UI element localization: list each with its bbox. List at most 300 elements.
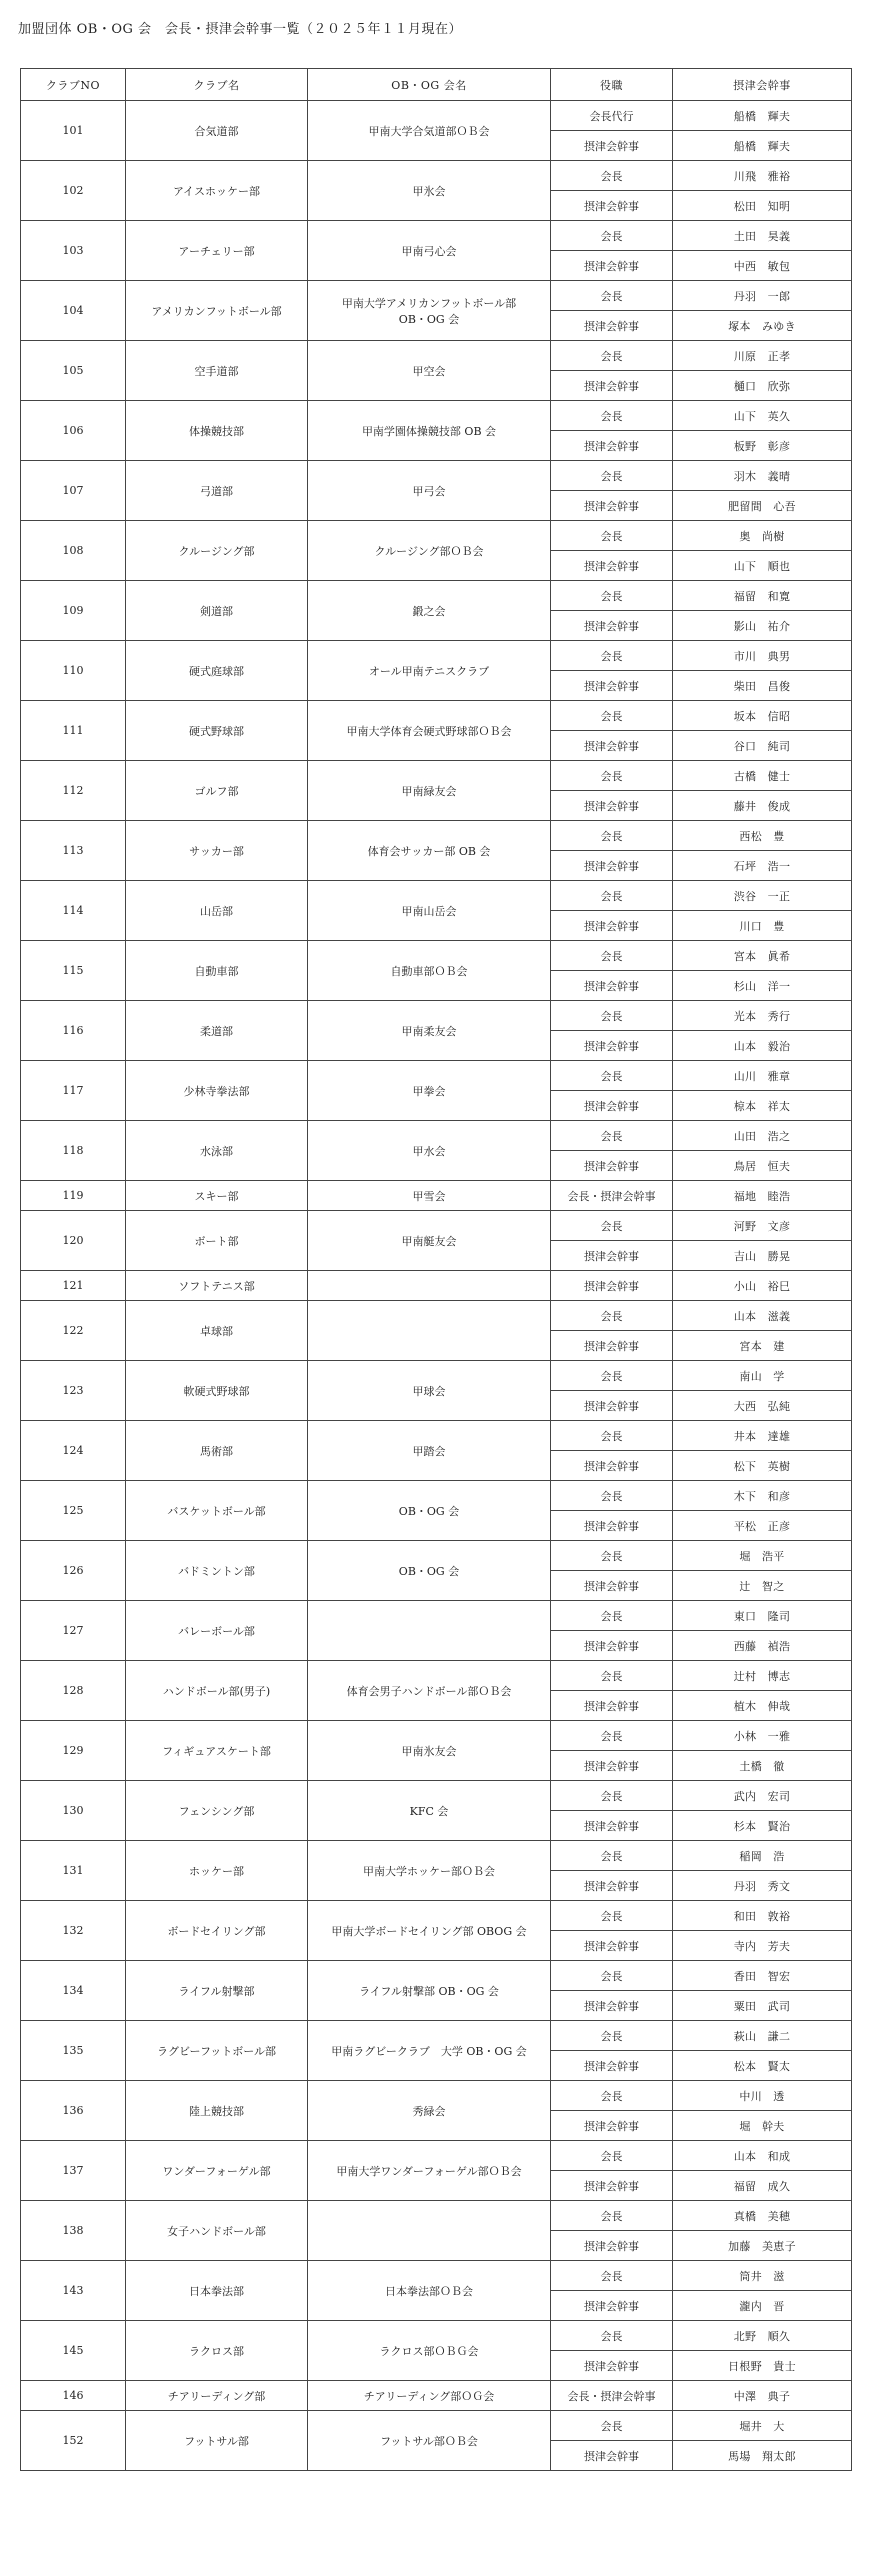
header-association-name: OB・OG 会名 [308,69,551,101]
secretary-name-cell: 松田 知明 [673,191,852,221]
club-no-cell: 111 [21,701,126,761]
position-cell: 摂津会幹事 [551,1631,673,1661]
position-cell: 摂津会幹事 [551,1451,673,1481]
club-name-cell: 日本拳法部 [126,2261,308,2321]
association-name-cell: 甲氷会 [308,161,551,221]
club-no-cell: 112 [21,761,126,821]
club-no-cell: 132 [21,1901,126,1961]
association-name-cell: フットサル部ＯＢ会 [308,2411,551,2471]
association-name-cell: 日本拳法部ＯＢ会 [308,2261,551,2321]
club-name-cell: チアリーディング部 [126,2381,308,2411]
association-name-cell: 自動車部ＯＢ会 [308,941,551,1001]
secretary-name-cell: 大西 弘純 [673,1391,852,1421]
club-name-cell: 少林寺拳法部 [126,1061,308,1121]
secretary-name-cell: 山川 雅章 [673,1061,852,1091]
club-no-cell: 120 [21,1211,126,1271]
position-cell: 会長・摂津会幹事 [551,2381,673,2411]
position-cell: 会長 [551,401,673,431]
position-cell: 会長 [551,2141,673,2171]
table-row [21,761,852,791]
association-name-cell: 甲拳会 [308,1061,551,1121]
secretary-name-cell: 山本 毅治 [673,1031,852,1061]
position-cell: 摂津会幹事 [551,2051,673,2081]
club-no-cell: 119 [21,1181,126,1211]
table-row [21,2321,852,2351]
position-cell: 摂津会幹事 [551,731,673,761]
position-cell: 摂津会幹事 [551,2351,673,2381]
association-name-cell: チアリーディング部ＯＧ会 [308,2381,551,2411]
secretary-name-cell: 羽木 義晴 [673,461,852,491]
table-row [21,461,852,491]
association-name-cell: 甲雪会 [308,1181,551,1211]
position-cell: 会長 [551,1001,673,1031]
club-no-cell: 143 [21,2261,126,2321]
club-no-cell: 113 [21,821,126,881]
club-name-cell: ボードセイリング部 [126,1901,308,1961]
position-cell: 会長 [551,881,673,911]
association-name-cell: 甲水会 [308,1121,551,1181]
club-name-cell: ラグビーフットボール部 [126,2021,308,2081]
association-name-cell: 甲南大学ボードセイリング部 OBOG 会 [308,1901,551,1961]
position-cell: 会長 [551,2321,673,2351]
position-cell: 摂津会幹事 [551,791,673,821]
club-name-cell: バスケットボール部 [126,1481,308,1541]
association-name-cell: ラクロス部ＯＢＧ会 [308,2321,551,2381]
table-row [21,1781,852,1811]
position-cell: 会長 [551,1601,673,1631]
position-cell: 摂津会幹事 [551,1271,673,1301]
table-row [21,881,852,911]
position-cell: 会長代行 [551,101,673,131]
secretary-name-cell: 香田 智宏 [673,1961,852,1991]
association-name-cell: 甲南大学体育会硬式野球部ＯＢ会 [308,701,551,761]
association-name-cell: 甲南弓心会 [308,221,551,281]
position-cell: 摂津会幹事 [551,191,673,221]
table-row [21,581,852,611]
header-position: 役職 [551,69,673,101]
position-cell: 摂津会幹事 [551,1331,673,1361]
position-cell: 会長 [551,1421,673,1451]
table-row [21,1211,852,1241]
table-row [21,2201,852,2231]
club-no-cell: 145 [21,2321,126,2381]
club-name-cell: フットサル部 [126,2411,308,2471]
club-no-cell: 106 [21,401,126,461]
table-row [21,1841,852,1871]
secretary-name-cell: 坂本 信昭 [673,701,852,731]
position-cell: 摂津会幹事 [551,1031,673,1061]
secretary-name-cell: 丹羽 秀文 [673,1871,852,1901]
table-row [21,641,852,671]
position-cell: 会長・摂津会幹事 [551,1181,673,1211]
club-name-cell: アイスホッケー部 [126,161,308,221]
club-no-cell: 115 [21,941,126,1001]
position-cell: 会長 [551,1961,673,1991]
table-row [21,401,852,431]
secretary-name-cell: 中川 透 [673,2081,852,2111]
secretary-name-cell: 堀井 大 [673,2411,852,2441]
club-no-cell: 135 [21,2021,126,2081]
secretary-name-cell: 西松 豊 [673,821,852,851]
club-name-cell: フェンシング部 [126,1781,308,1841]
position-cell: 会長 [551,2261,673,2291]
secretary-name-cell: 平松 正彦 [673,1511,852,1541]
association-name-cell: 体育会サッカー部 OB 会 [308,821,551,881]
secretary-name-cell: 川原 正孝 [673,341,852,371]
club-name-cell: 弓道部 [126,461,308,521]
club-no-cell: 127 [21,1601,126,1661]
secretary-name-cell: 南山 学 [673,1361,852,1391]
position-cell: 会長 [551,341,673,371]
header-setsu-secretary: 摂津会幹事 [673,69,852,101]
position-cell: 会長 [551,1541,673,1571]
association-name-cell: 甲南大学ホッケー部ＯＢ会 [308,1841,551,1901]
association-name-cell: 甲球会 [308,1361,551,1421]
club-name-cell: ゴルフ部 [126,761,308,821]
table-row [21,2381,852,2411]
secretary-name-cell: 西藤 禎浩 [673,1631,852,1661]
club-name-cell: 合気道部 [126,101,308,161]
secretary-name-cell: 市川 典男 [673,641,852,671]
table-row [21,1061,852,1091]
position-cell: 摂津会幹事 [551,2231,673,2261]
club-name-cell: 馬術部 [126,1421,308,1481]
association-name-cell: クルージング部ＯＢ会 [308,521,551,581]
association-name-cell: 秀緑会 [308,2081,551,2141]
club-no-cell: 104 [21,281,126,341]
secretary-name-cell: 加藤 美恵子 [673,2231,852,2261]
association-name-cell [308,1271,551,1301]
secretary-name-cell: 古橋 健士 [673,761,852,791]
table-row [21,821,852,851]
association-name-cell: 甲南ラグビークラブ 大学 OB・OG 会 [308,2021,551,2081]
position-cell: 会長 [551,2021,673,2051]
association-name-cell: 甲南学園体操競技部 OB 会 [308,401,551,461]
position-cell: 摂津会幹事 [551,611,673,641]
secretary-name-cell: 河野 文彦 [673,1211,852,1241]
secretary-name-cell: 谷口 純司 [673,731,852,761]
secretary-name-cell: 福留 成久 [673,2171,852,2201]
club-name-cell: 硬式庭球部 [126,641,308,701]
position-cell: 会長 [551,2201,673,2231]
position-cell: 摂津会幹事 [551,491,673,521]
position-cell: 摂津会幹事 [551,251,673,281]
secretary-name-cell: 福地 睦浩 [673,1181,852,1211]
secretary-name-cell: 鳥居 恒夫 [673,1151,852,1181]
club-name-cell: バドミントン部 [126,1541,308,1601]
association-name-cell: 甲南氷友会 [308,1721,551,1781]
table-row [21,1421,852,1451]
secretary-name-cell: 中澤 典子 [673,2381,852,2411]
table-row [21,2261,852,2291]
association-name-cell: 甲弓会 [308,461,551,521]
club-no-cell: 108 [21,521,126,581]
position-cell: 摂津会幹事 [551,1751,673,1781]
table-row [21,1961,852,1991]
club-no-cell: 122 [21,1301,126,1361]
association-name-cell: 甲南大学ワンダーフォーゲル部ＯＢ会 [308,2141,551,2201]
table-row [21,1601,852,1631]
club-name-cell: サッカー部 [126,821,308,881]
secretary-name-cell: 塚本 みゆき [673,311,852,341]
secretary-name-cell: 堀 浩平 [673,1541,852,1571]
secretary-name-cell: 日根野 貴士 [673,2351,852,2381]
association-name-cell: KFC 会 [308,1781,551,1841]
page-title: 加盟団体 OB・OG 会 会長・摂津会幹事一覧（２０２５年１１月現在） [18,22,463,37]
position-cell: 会長 [551,161,673,191]
club-name-cell: ライフル射撃部 [126,1961,308,2021]
club-no-cell: 117 [21,1061,126,1121]
club-no-cell: 114 [21,881,126,941]
secretary-name-cell: 山田 浩之 [673,1121,852,1151]
secretary-name-cell: 土田 昊義 [673,221,852,251]
secretary-name-cell: 中西 敏包 [673,251,852,281]
position-cell: 摂津会幹事 [551,371,673,401]
table-row [21,1721,852,1751]
secretary-name-cell: 辻 智之 [673,1571,852,1601]
position-cell: 会長 [551,221,673,251]
club-no-cell: 109 [21,581,126,641]
secretary-name-cell: 山下 英久 [673,401,852,431]
position-cell: 摂津会幹事 [551,1091,673,1121]
association-name-cell [308,1301,551,1361]
association-name-cell: ライフル射撃部 OB・OG 会 [308,1961,551,2021]
secretary-name-cell: 影山 祐介 [673,611,852,641]
position-cell: 会長 [551,1661,673,1691]
club-name-cell: スキー部 [126,1181,308,1211]
club-no-cell: 102 [21,161,126,221]
club-no-cell: 105 [21,341,126,401]
club-name-cell: ワンダーフォーゲル部 [126,2141,308,2201]
club-name-cell: 硬式野球部 [126,701,308,761]
position-cell: 会長 [551,1781,673,1811]
position-cell: 会長 [551,1211,673,1241]
table-body [21,101,852,2471]
table-row [21,101,852,131]
secretary-name-cell: 川飛 雅裕 [673,161,852,191]
secretary-name-cell: 丹羽 一郎 [673,281,852,311]
secretary-name-cell: 船橋 輝夫 [673,131,852,161]
table-row [21,2411,852,2441]
club-no-cell: 118 [21,1121,126,1181]
secretary-name-cell: 川口 豊 [673,911,852,941]
club-name-cell: アーチェリー部 [126,221,308,281]
position-cell: 会長 [551,1121,673,1151]
secretary-name-cell: 馬場 翔太郎 [673,2441,852,2471]
club-no-cell: 131 [21,1841,126,1901]
position-cell: 会長 [551,821,673,851]
club-name-cell: 軟硬式野球部 [126,1361,308,1421]
secretary-name-cell: 寺内 芳夫 [673,1931,852,1961]
table-row [21,1181,852,1211]
secretary-name-cell: 和田 敦裕 [673,1901,852,1931]
secretary-name-cell: 山本 和成 [673,2141,852,2171]
position-cell: 摂津会幹事 [551,1931,673,1961]
club-no-cell: 126 [21,1541,126,1601]
association-name-cell: 甲南大学アメリカンフットボール部 OB・OG 会 [308,281,551,341]
position-cell: 会長 [551,1481,673,1511]
table-header-row [21,69,852,101]
club-no-cell: 137 [21,2141,126,2201]
table-row [21,1361,852,1391]
table-row [21,161,852,191]
table-row [21,341,852,371]
table-row [21,701,852,731]
table-row [21,1271,852,1301]
position-cell: 摂津会幹事 [551,971,673,1001]
secretary-name-cell: 吉山 勝晃 [673,1241,852,1271]
association-name-cell: 体育会男子ハンドボール部ＯＢ会 [308,1661,551,1721]
secretary-name-cell: 渋谷 一正 [673,881,852,911]
association-name-cell: 鍛之会 [308,581,551,641]
club-name-cell: バレーボール部 [126,1601,308,1661]
secretary-name-cell: 柴田 昌俊 [673,671,852,701]
position-cell: 摂津会幹事 [551,1571,673,1601]
position-cell: 摂津会幹事 [551,671,673,701]
position-cell: 摂津会幹事 [551,1391,673,1421]
association-name-cell: 甲南山岳会 [308,881,551,941]
position-cell: 摂津会幹事 [551,311,673,341]
association-name-cell: 甲南柔友会 [308,1001,551,1061]
secretary-name-cell: 宮本 眞希 [673,941,852,971]
club-no-cell: 101 [21,101,126,161]
club-no-cell: 138 [21,2201,126,2261]
club-no-cell: 123 [21,1361,126,1421]
position-cell: 摂津会幹事 [551,851,673,881]
position-cell: 会長 [551,1721,673,1751]
position-cell: 会長 [551,281,673,311]
secretary-name-cell: 辻村 博志 [673,1661,852,1691]
club-no-cell: 125 [21,1481,126,1541]
position-cell: 会長 [551,1061,673,1091]
association-name-cell: OB・OG 会 [308,1481,551,1541]
secretary-name-cell: 山本 滋義 [673,1301,852,1331]
position-cell: 摂津会幹事 [551,911,673,941]
position-cell: 会長 [551,1841,673,1871]
secretary-name-cell: 石坪 浩一 [673,851,852,881]
club-no-cell: 128 [21,1661,126,1721]
table-row [21,1661,852,1691]
position-cell: 会長 [551,1901,673,1931]
secretary-name-cell: 稲岡 浩 [673,1841,852,1871]
position-cell: 摂津会幹事 [551,1811,673,1841]
secretary-name-cell: 板野 彰彦 [673,431,852,461]
club-name-cell: アメリカンフットボール部 [126,281,308,341]
club-name-cell: ラクロス部 [126,2321,308,2381]
secretary-name-cell: 杉山 洋一 [673,971,852,1001]
secretary-name-cell: 筒井 滋 [673,2261,852,2291]
club-no-cell: 130 [21,1781,126,1841]
club-name-cell: 女子ハンドボール部 [126,2201,308,2261]
association-name-cell: オール甲南テニスクラブ [308,641,551,701]
position-cell: 摂津会幹事 [551,1511,673,1541]
position-cell: 会長 [551,2411,673,2441]
header-club-no: クラブNO [21,69,126,101]
position-cell: 会長 [551,581,673,611]
table-row [21,1541,852,1571]
secretary-name-cell: 井本 達雄 [673,1421,852,1451]
club-no-cell: 146 [21,2381,126,2411]
secretary-name-cell: 真橋 美穂 [673,2201,852,2231]
secretary-name-cell: 肥留間 心吾 [673,491,852,521]
club-no-cell: 107 [21,461,126,521]
table-row [21,521,852,551]
position-cell: 摂津会幹事 [551,2171,673,2201]
position-cell: 摂津会幹事 [551,1871,673,1901]
secretary-name-cell: 樋口 欣弥 [673,371,852,401]
table-row [21,281,852,311]
club-name-cell: 体操競技部 [126,401,308,461]
club-no-cell: 136 [21,2081,126,2141]
secretary-name-cell: 宮本 建 [673,1331,852,1361]
secretary-name-cell: 小山 裕巳 [673,1271,852,1301]
secretary-name-cell: 藤井 俊成 [673,791,852,821]
position-cell: 会長 [551,641,673,671]
position-cell: 摂津会幹事 [551,431,673,461]
club-name-cell: 卓球部 [126,1301,308,1361]
position-cell: 摂津会幹事 [551,2111,673,2141]
club-name-cell: ボート部 [126,1211,308,1271]
association-name-cell: OB・OG 会 [308,1541,551,1601]
secretary-name-cell: 奥 尚樹 [673,521,852,551]
secretary-name-cell: 武内 宏司 [673,1781,852,1811]
club-name-cell: ホッケー部 [126,1841,308,1901]
association-name-cell: 甲空会 [308,341,551,401]
position-cell: 摂津会幹事 [551,2441,673,2471]
secretary-name-cell: 松下 英樹 [673,1451,852,1481]
table-row [21,941,852,971]
table-row [21,2141,852,2171]
table-container [20,68,852,2471]
club-name-cell: 山岳部 [126,881,308,941]
secretary-name-cell: 福留 和寛 [673,581,852,611]
association-name-cell [308,1601,551,1661]
club-no-cell: 129 [21,1721,126,1781]
table-row [21,221,852,251]
club-name-cell: 自動車部 [126,941,308,1001]
club-no-cell: 121 [21,1271,126,1301]
secretary-name-cell: 光本 秀行 [673,1001,852,1031]
club-no-cell: 110 [21,641,126,701]
table-row [21,1121,852,1151]
position-cell: 摂津会幹事 [551,1991,673,2021]
secretary-name-cell: 山下 順也 [673,551,852,581]
club-name-cell: 柔道部 [126,1001,308,1061]
position-cell: 会長 [551,761,673,791]
table-row [21,1001,852,1031]
position-cell: 摂津会幹事 [551,1691,673,1721]
position-cell: 摂津会幹事 [551,1241,673,1271]
club-no-cell: 152 [21,2411,126,2471]
table-row [21,1301,852,1331]
secretary-name-cell: 東口 隆司 [673,1601,852,1631]
officer-table [20,68,852,2471]
header-club-name: クラブ名 [126,69,308,101]
position-cell: 摂津会幹事 [551,1151,673,1181]
secretary-name-cell: 瀧内 晋 [673,2291,852,2321]
secretary-name-cell: 北野 順久 [673,2321,852,2351]
position-cell: 会長 [551,1301,673,1331]
secretary-name-cell: 船橋 輝夫 [673,101,852,131]
table-row [21,1901,852,1931]
position-cell: 摂津会幹事 [551,2291,673,2321]
secretary-name-cell: 土橋 徹 [673,1751,852,1781]
club-no-cell: 103 [21,221,126,281]
position-cell: 摂津会幹事 [551,131,673,161]
club-name-cell: 陸上競技部 [126,2081,308,2141]
association-name-cell: 甲南艇友会 [308,1211,551,1271]
secretary-name-cell: 杉本 賢治 [673,1811,852,1841]
